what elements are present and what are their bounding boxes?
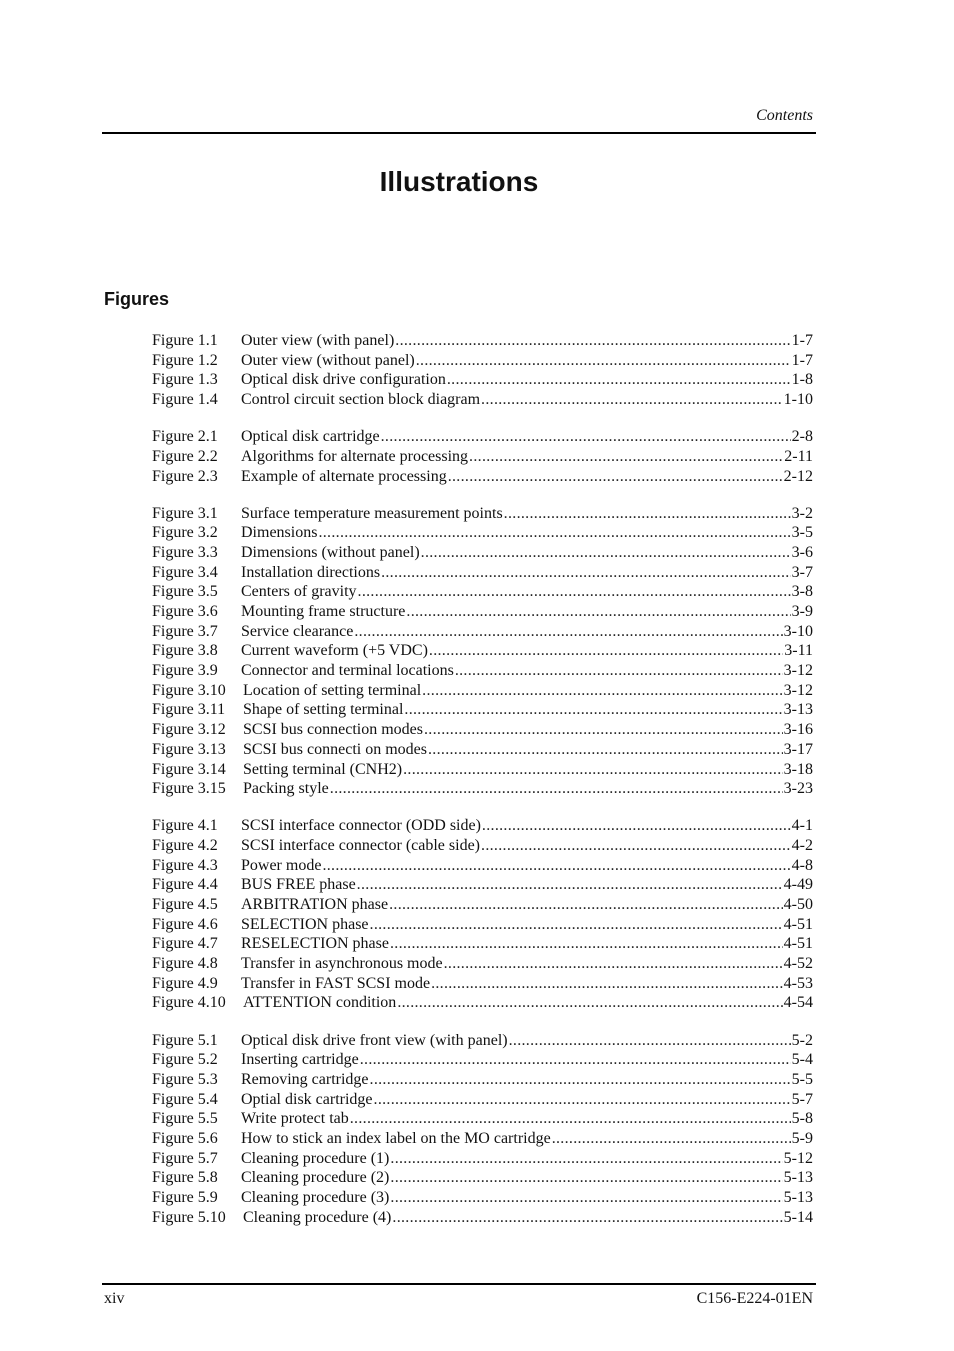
toc-entry[interactable] [152, 1031, 813, 1051]
page-reference: 3-6 [791, 543, 813, 561]
page-reference: 3-9 [791, 603, 813, 621]
figure-title: Cleaning procedure (4) [243, 1208, 392, 1226]
page-reference: 4-1 [791, 817, 813, 835]
page-reference: 3-12 [783, 662, 813, 680]
figure-number: Figure 2.1 [152, 428, 218, 446]
dot-leader [360, 1050, 791, 1070]
toc-entry[interactable] [152, 467, 813, 487]
dot-leader [444, 954, 783, 974]
page-reference: 5-14 [783, 1208, 813, 1226]
figure-title: Shape of setting terminal [243, 701, 404, 719]
dot-leader [455, 661, 783, 681]
toc-entry[interactable] [152, 622, 813, 642]
page-reference: 3-16 [783, 721, 813, 739]
dot-leader [509, 1031, 791, 1051]
figure-number: Figure 5.5 [152, 1110, 218, 1128]
page-reference: 4-2 [791, 836, 813, 854]
figure-title: Optical disk drive front view (with panel) [241, 1031, 508, 1049]
page-reference: 5-9 [791, 1130, 813, 1147]
toc-entry[interactable] [152, 934, 813, 954]
dot-leader [404, 700, 782, 720]
figure-title: SCSI interface connector (cable side) [241, 836, 481, 854]
page-reference: 3-11 [784, 642, 813, 660]
figure-title: Surface temperature measurement points [241, 504, 503, 522]
figure-number: Figure 4.1 [152, 817, 218, 835]
figure-title: SELECTION phase [241, 915, 369, 933]
figure-title: Algorithms for alternate processing [241, 447, 469, 465]
footer-rule [102, 1283, 816, 1285]
page-reference: 1-7 [791, 332, 813, 349]
figure-number: Figure 4.4 [152, 876, 218, 894]
figure-title: Power mode [241, 856, 322, 874]
figure-number: Figure 3.2 [152, 524, 218, 542]
figure-number: Figure 1.1 [152, 332, 218, 349]
toc-entry[interactable] [152, 661, 813, 681]
header-rule [102, 132, 816, 134]
figure-number: Figure 3.13 [152, 740, 226, 758]
figure-group [152, 331, 813, 410]
figure-number: Figure 3.11 [152, 701, 226, 719]
page-reference: 5-4 [791, 1051, 813, 1069]
page-reference: 4-50 [783, 896, 813, 914]
page-reference: 5-7 [791, 1090, 813, 1108]
figure-title: Optical disk cartridge [241, 428, 380, 446]
figure-title: ARBITRATION phase [241, 896, 389, 914]
toc-entry[interactable] [152, 1168, 813, 1188]
dot-leader [504, 504, 791, 524]
page-reference: 3-23 [783, 780, 813, 798]
figure-number: Figure 3.7 [152, 622, 218, 640]
toc-entry[interactable] [152, 836, 813, 856]
figure-title: Outer view (without panel) [241, 351, 415, 369]
toc-entry[interactable] [152, 427, 813, 447]
toc-entry[interactable] [152, 1188, 813, 1208]
toc-entry[interactable] [152, 1090, 813, 1110]
figure-number: Figure 4.7 [152, 935, 218, 953]
figure-number: Figure 3.9 [152, 662, 218, 680]
figure-title: Mounting frame structure [241, 603, 406, 621]
toc-entry[interactable] [152, 1109, 813, 1129]
figure-group [152, 427, 813, 486]
dot-leader [421, 543, 791, 563]
figure-title: Service clearance [241, 622, 354, 640]
dot-leader [390, 1149, 782, 1169]
toc-entry[interactable] [152, 954, 813, 974]
figure-title: Current waveform (+5 VDC) [241, 642, 428, 660]
figure-number: Figure 5.1 [152, 1031, 218, 1049]
figure-number: Figure 4.6 [152, 915, 218, 933]
figure-number: Figure 5.2 [152, 1051, 218, 1069]
section-heading: Figures [104, 289, 170, 309]
page-reference: 4-53 [783, 974, 813, 992]
figure-number: Figure 5.8 [152, 1169, 218, 1187]
toc-entry[interactable] [152, 700, 813, 720]
dot-leader [424, 720, 783, 740]
figure-title: Setting terminal (CNH2) [243, 760, 403, 778]
toc-entry[interactable] [152, 447, 813, 467]
dot-leader [358, 582, 791, 602]
dot-leader [403, 760, 783, 780]
figure-number: Figure 3.14 [152, 760, 226, 778]
toc-entry[interactable] [152, 760, 813, 780]
toc-entry[interactable] [152, 582, 813, 602]
toc-entry[interactable] [152, 370, 813, 390]
toc-entry[interactable] [152, 641, 813, 661]
figure-title: Optial disk cartridge [241, 1090, 373, 1108]
toc-entry[interactable] [152, 779, 813, 799]
dot-leader [318, 523, 790, 543]
page-reference: 4-52 [783, 955, 813, 973]
figure-title: Removing cartridge [241, 1070, 369, 1088]
page-reference: 1-10 [783, 391, 813, 409]
toc-entry[interactable] [152, 1208, 813, 1228]
figure-title: Transfer in asynchronous mode [241, 955, 443, 973]
figure-number: Figure 4.10 [152, 994, 226, 1012]
toc-entry[interactable] [152, 1070, 813, 1090]
page-title: Illustrations [379, 166, 539, 197]
dot-leader [552, 1129, 791, 1149]
toc-entry[interactable] [152, 351, 813, 371]
figure-number: Figure 3.6 [152, 603, 218, 621]
figure-title: SCSI bus connection modes [243, 721, 423, 739]
toc-entry[interactable] [152, 895, 813, 915]
figure-title: Inserting cartridge [241, 1051, 359, 1069]
figure-title: Example of alternate processing [241, 467, 447, 485]
running-header: Contents [756, 107, 813, 124]
figure-title: Cleaning procedure (3) [241, 1189, 390, 1207]
dot-leader [390, 1168, 782, 1188]
dot-leader [322, 856, 790, 876]
figure-title: Location of setting terminal [243, 681, 422, 699]
figure-number: Figure 5.4 [152, 1090, 218, 1108]
dot-leader [482, 816, 791, 836]
figure-number: Figure 1.3 [152, 371, 218, 389]
figure-number: Figure 3.1 [152, 504, 218, 522]
toc-entry[interactable] [152, 681, 813, 701]
figure-title: How to stick an index label on the MO cartridge [241, 1130, 551, 1147]
toc-entry[interactable] [152, 1149, 813, 1169]
figure-number: Figure 3.5 [152, 583, 218, 601]
figure-title: Write protect tab [241, 1110, 349, 1128]
dot-leader [469, 447, 783, 467]
page-reference: 3-2 [791, 504, 813, 522]
page-reference: 3-13 [783, 701, 813, 719]
page-reference: 5-8 [791, 1110, 813, 1128]
dot-leader [481, 390, 783, 410]
figure-number: Figure 4.9 [152, 974, 218, 992]
page-reference: 3-17 [783, 740, 813, 758]
figure-title: Optical disk drive configuration [241, 371, 446, 389]
figure-number: Figure 1.2 [152, 351, 218, 369]
page-reference: 3-7 [791, 563, 813, 581]
figure-number: Figure 3.3 [152, 543, 218, 561]
figure-title: BUS FREE phase [241, 876, 356, 894]
figure-title: ATTENTION condition [243, 994, 397, 1012]
page-reference: 3-10 [783, 622, 813, 640]
dot-leader [395, 331, 790, 351]
figure-group [152, 1031, 813, 1228]
toc-entry[interactable] [152, 602, 813, 622]
figure-number: Figure 4.2 [152, 836, 218, 854]
footer-doc-code: C156-E224-01EN [696, 1290, 813, 1307]
page-reference: 2-8 [791, 428, 813, 446]
figure-number: Figure 5.6 [152, 1130, 218, 1147]
figure-number: Figure 3.8 [152, 642, 218, 660]
dot-leader [381, 563, 791, 583]
dot-leader [406, 602, 790, 622]
page-reference: 1-8 [791, 371, 813, 389]
figure-number: Figure 4.3 [152, 856, 218, 874]
dot-leader [330, 779, 783, 799]
dot-leader [429, 641, 783, 661]
figure-number: Figure 5.3 [152, 1070, 218, 1088]
dot-leader [416, 351, 791, 371]
dot-leader [354, 622, 782, 642]
figure-group [152, 816, 813, 1013]
dot-leader [422, 681, 783, 701]
dot-leader [357, 875, 783, 895]
figure-title: Centers of gravity [241, 583, 357, 601]
figure-title: Cleaning procedure (2) [241, 1169, 390, 1187]
figure-title: Dimensions [241, 524, 318, 542]
dot-leader [390, 1188, 782, 1208]
figure-number: Figure 3.15 [152, 780, 226, 798]
toc-entry[interactable] [152, 1129, 813, 1149]
page-reference: 4-51 [783, 935, 813, 953]
dot-leader [431, 974, 783, 994]
page-reference: 4-49 [783, 876, 813, 894]
toc-entry[interactable] [152, 720, 813, 740]
toc-entry[interactable] [152, 875, 813, 895]
toc-entry[interactable] [152, 816, 813, 836]
toc-entry[interactable] [152, 504, 813, 524]
figure-number: Figure 2.3 [152, 467, 218, 485]
figure-group [152, 504, 813, 799]
figure-number: Figure 3.12 [152, 721, 226, 739]
toc-entry[interactable] [152, 1050, 813, 1070]
page-reference: 3-12 [783, 681, 813, 699]
toc-entry[interactable] [152, 993, 813, 1013]
toc-entry[interactable] [152, 390, 813, 410]
dot-leader [374, 1090, 791, 1110]
page-reference: 4-54 [783, 994, 813, 1012]
figure-title: Dimensions (without panel) [241, 543, 420, 561]
figure-number: Figure 2.2 [152, 447, 218, 465]
page-reference: 5-5 [791, 1070, 813, 1088]
dot-leader [448, 467, 783, 487]
dot-leader [381, 427, 791, 447]
toc-entry[interactable] [152, 974, 813, 994]
toc-entry[interactable] [152, 915, 813, 935]
dot-leader [370, 915, 783, 935]
figure-number: Figure 4.5 [152, 896, 218, 914]
page-reference: 5-13 [783, 1189, 813, 1207]
page-reference: 5-2 [791, 1031, 813, 1049]
figure-title: Packing style [243, 780, 329, 798]
dot-leader [397, 993, 782, 1013]
dot-leader [392, 1208, 782, 1228]
dot-leader [370, 1070, 791, 1090]
toc-entry[interactable] [152, 563, 813, 583]
figure-title: Outer view (with panel) [241, 332, 395, 349]
figure-number: Figure 3.10 [152, 681, 226, 699]
figure-number: Figure 5.10 [152, 1208, 226, 1226]
page-reference: 3-5 [791, 524, 813, 542]
figure-number: Figure 3.4 [152, 563, 218, 581]
dot-leader [389, 895, 783, 915]
page-reference: 1-7 [791, 351, 813, 369]
figure-title: Installation directions [241, 563, 381, 581]
dot-leader [428, 740, 783, 760]
toc-entry[interactable] [152, 740, 813, 760]
figure-title: SCSI interface connector (ODD side) [241, 817, 481, 835]
figure-title: Cleaning procedure (1) [241, 1149, 390, 1167]
figure-title: Transfer in FAST SCSI mode [241, 974, 431, 992]
page-reference: 3-8 [791, 583, 813, 601]
dot-leader [350, 1109, 791, 1129]
figure-number: Figure 1.4 [152, 391, 218, 409]
toc-entry[interactable] [152, 523, 813, 543]
figure-title: Control circuit section block diagram [241, 391, 481, 409]
toc-entry[interactable] [152, 543, 813, 563]
page-reference: 5-12 [783, 1149, 813, 1167]
page-reference: 2-11 [784, 447, 813, 465]
figure-number: Figure 4.8 [152, 955, 218, 973]
dot-leader [447, 370, 791, 390]
footer-page-number: xiv [104, 1290, 125, 1307]
toc-entry[interactable] [152, 856, 813, 876]
page-reference: 5-13 [783, 1169, 813, 1187]
figure-number: Figure 5.9 [152, 1189, 218, 1207]
figure-list [152, 331, 813, 1245]
figure-title: RESELECTION phase [241, 935, 389, 953]
dot-leader [481, 836, 791, 856]
page-reference: 4-51 [783, 915, 813, 933]
page-reference: 3-18 [783, 760, 813, 778]
page-reference: 4-8 [791, 856, 813, 874]
figure-title: Connector and terminal locations [241, 662, 454, 680]
page-reference: 2-12 [783, 467, 813, 485]
dot-leader [390, 934, 783, 954]
figure-number: Figure 5.7 [152, 1149, 218, 1167]
toc-entry[interactable] [152, 331, 813, 351]
figure-title: SCSI bus connecti on modes [243, 740, 427, 758]
